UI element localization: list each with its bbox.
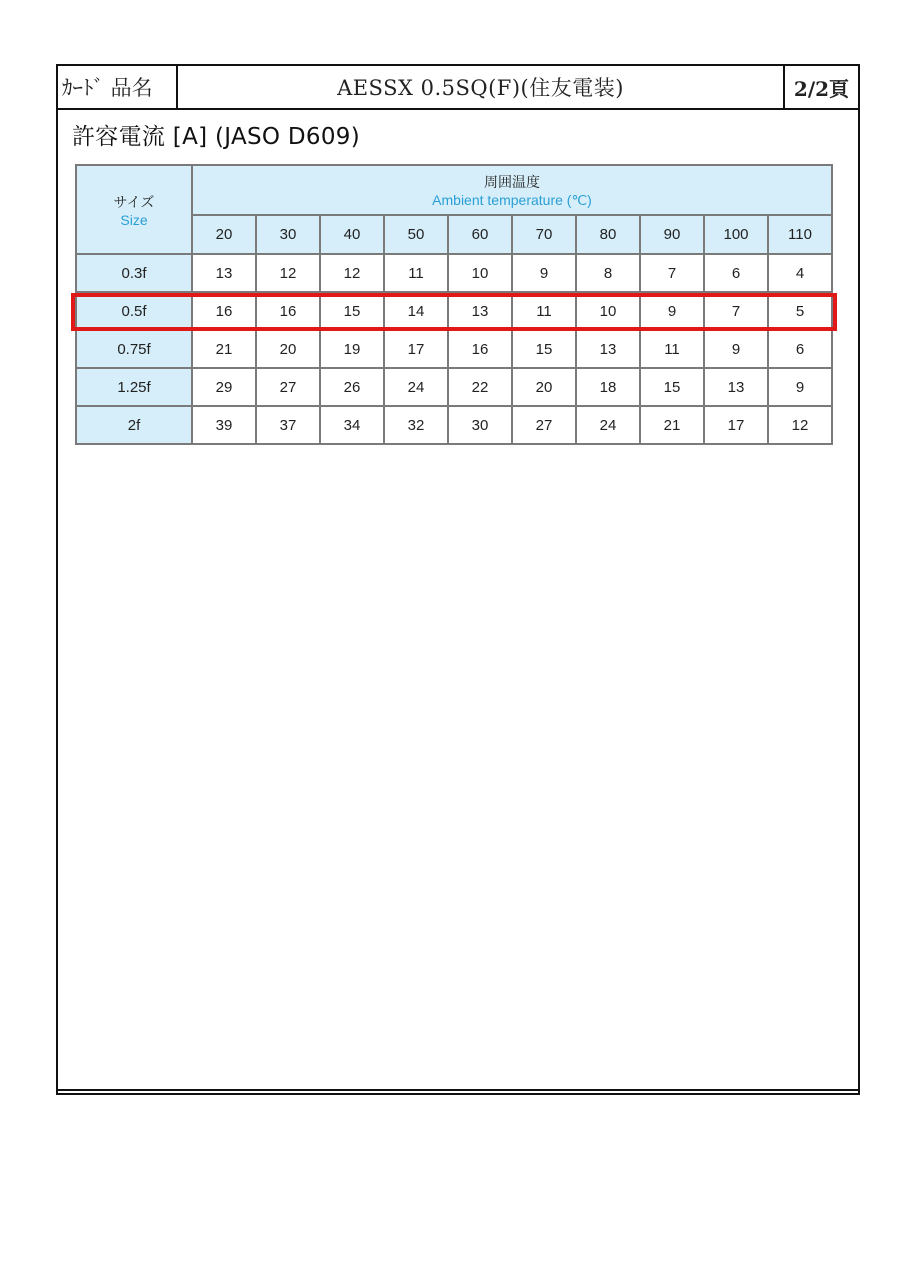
size-header-en: Size	[120, 211, 148, 228]
current-value-cell: 24	[384, 368, 448, 406]
current-value-cell: 10	[576, 292, 640, 330]
size-cell: 0.75f	[76, 330, 192, 368]
temperature-header: 70	[512, 215, 576, 254]
current-value-cell: 22	[448, 368, 512, 406]
current-value-cell: 26	[320, 368, 384, 406]
table-row	[76, 368, 832, 406]
current-value-cell: 6	[768, 330, 832, 368]
current-value-cell: 11	[512, 292, 576, 330]
current-value-cell: 21	[192, 330, 256, 368]
card-header	[58, 66, 858, 110]
product-card	[56, 64, 860, 1094]
current-value-cell: 4	[768, 254, 832, 292]
size-cell: 0.3f	[76, 254, 192, 292]
ambient-temp-header-cell	[192, 165, 832, 215]
current-value-cell: 13	[576, 330, 640, 368]
current-value-cell: 12	[256, 254, 320, 292]
page-number: 2/2頁	[793, 76, 850, 101]
current-value-cell: 10	[448, 254, 512, 292]
temperature-header: 20	[192, 215, 256, 254]
current-value-cell: 18	[576, 368, 640, 406]
current-value-cell: 16	[448, 330, 512, 368]
temperature-header: 50	[384, 215, 448, 254]
current-value-cell: 9	[768, 368, 832, 406]
ambient-temp-header-en: Ambient temperature (℃)	[432, 191, 592, 208]
current-value-cell: 17	[384, 330, 448, 368]
ambient-temp-header-jp: 周囲温度	[484, 173, 540, 190]
current-value-cell: 9	[512, 254, 576, 292]
current-value-cell: 20	[256, 330, 320, 368]
current-value-cell: 11	[640, 330, 704, 368]
current-value-cell: 15	[640, 368, 704, 406]
temperature-header: 100	[704, 215, 768, 254]
current-value-cell: 6	[704, 254, 768, 292]
table-row	[76, 292, 832, 330]
table-row	[76, 254, 832, 292]
card-label: ｶｰﾄﾞ 品名	[58, 66, 178, 108]
current-value-cell: 9	[640, 292, 704, 330]
size-header-jp: サイズ	[113, 193, 155, 210]
product-name: AESSX 0.5SQ(F)(住友電装)	[178, 66, 785, 108]
current-value-cell: 30	[448, 406, 512, 444]
current-value-cell: 37	[256, 406, 320, 444]
current-value-cell: 19	[320, 330, 384, 368]
current-value-cell: 16	[192, 292, 256, 330]
current-value-cell: 32	[384, 406, 448, 444]
current-value-cell: 13	[192, 254, 256, 292]
table-row	[76, 406, 832, 444]
current-value-cell: 15	[320, 292, 384, 330]
temperature-header: 40	[320, 215, 384, 254]
current-value-cell: 24	[576, 406, 640, 444]
current-value-cell: 14	[384, 292, 448, 330]
current-value-cell: 27	[256, 368, 320, 406]
current-value-cell: 5	[768, 292, 832, 330]
current-value-cell: 29	[192, 368, 256, 406]
current-value-cell: 8	[576, 254, 640, 292]
current-value-cell: 17	[704, 406, 768, 444]
size-cell: 1.25f	[76, 368, 192, 406]
current-value-cell: 7	[704, 292, 768, 330]
current-value-cell: 39	[192, 406, 256, 444]
temperature-header: 90	[640, 215, 704, 254]
temperature-header: 110	[768, 215, 832, 254]
temperature-header: 80	[576, 215, 640, 254]
current-value-cell: 11	[384, 254, 448, 292]
allowable-current-table	[75, 164, 833, 445]
size-cell: 0.5f	[76, 292, 192, 330]
current-value-cell: 9	[704, 330, 768, 368]
current-value-cell: 20	[512, 368, 576, 406]
temperature-header: 60	[448, 215, 512, 254]
temperature-header: 30	[256, 215, 320, 254]
current-value-cell: 13	[448, 292, 512, 330]
current-value-cell: 27	[512, 406, 576, 444]
card-bottom-border	[56, 1089, 860, 1095]
current-value-cell: 12	[320, 254, 384, 292]
current-value-cell: 34	[320, 406, 384, 444]
current-value-cell: 16	[256, 292, 320, 330]
current-value-cell: 12	[768, 406, 832, 444]
table-row	[76, 330, 832, 368]
current-value-cell: 13	[704, 368, 768, 406]
size-cell: 2f	[76, 406, 192, 444]
section-title: 許容電流 [A] (JASO D609)	[72, 124, 360, 150]
current-value-cell: 21	[640, 406, 704, 444]
current-value-cell: 7	[640, 254, 704, 292]
current-value-cell: 15	[512, 330, 576, 368]
size-header-cell	[76, 165, 192, 254]
